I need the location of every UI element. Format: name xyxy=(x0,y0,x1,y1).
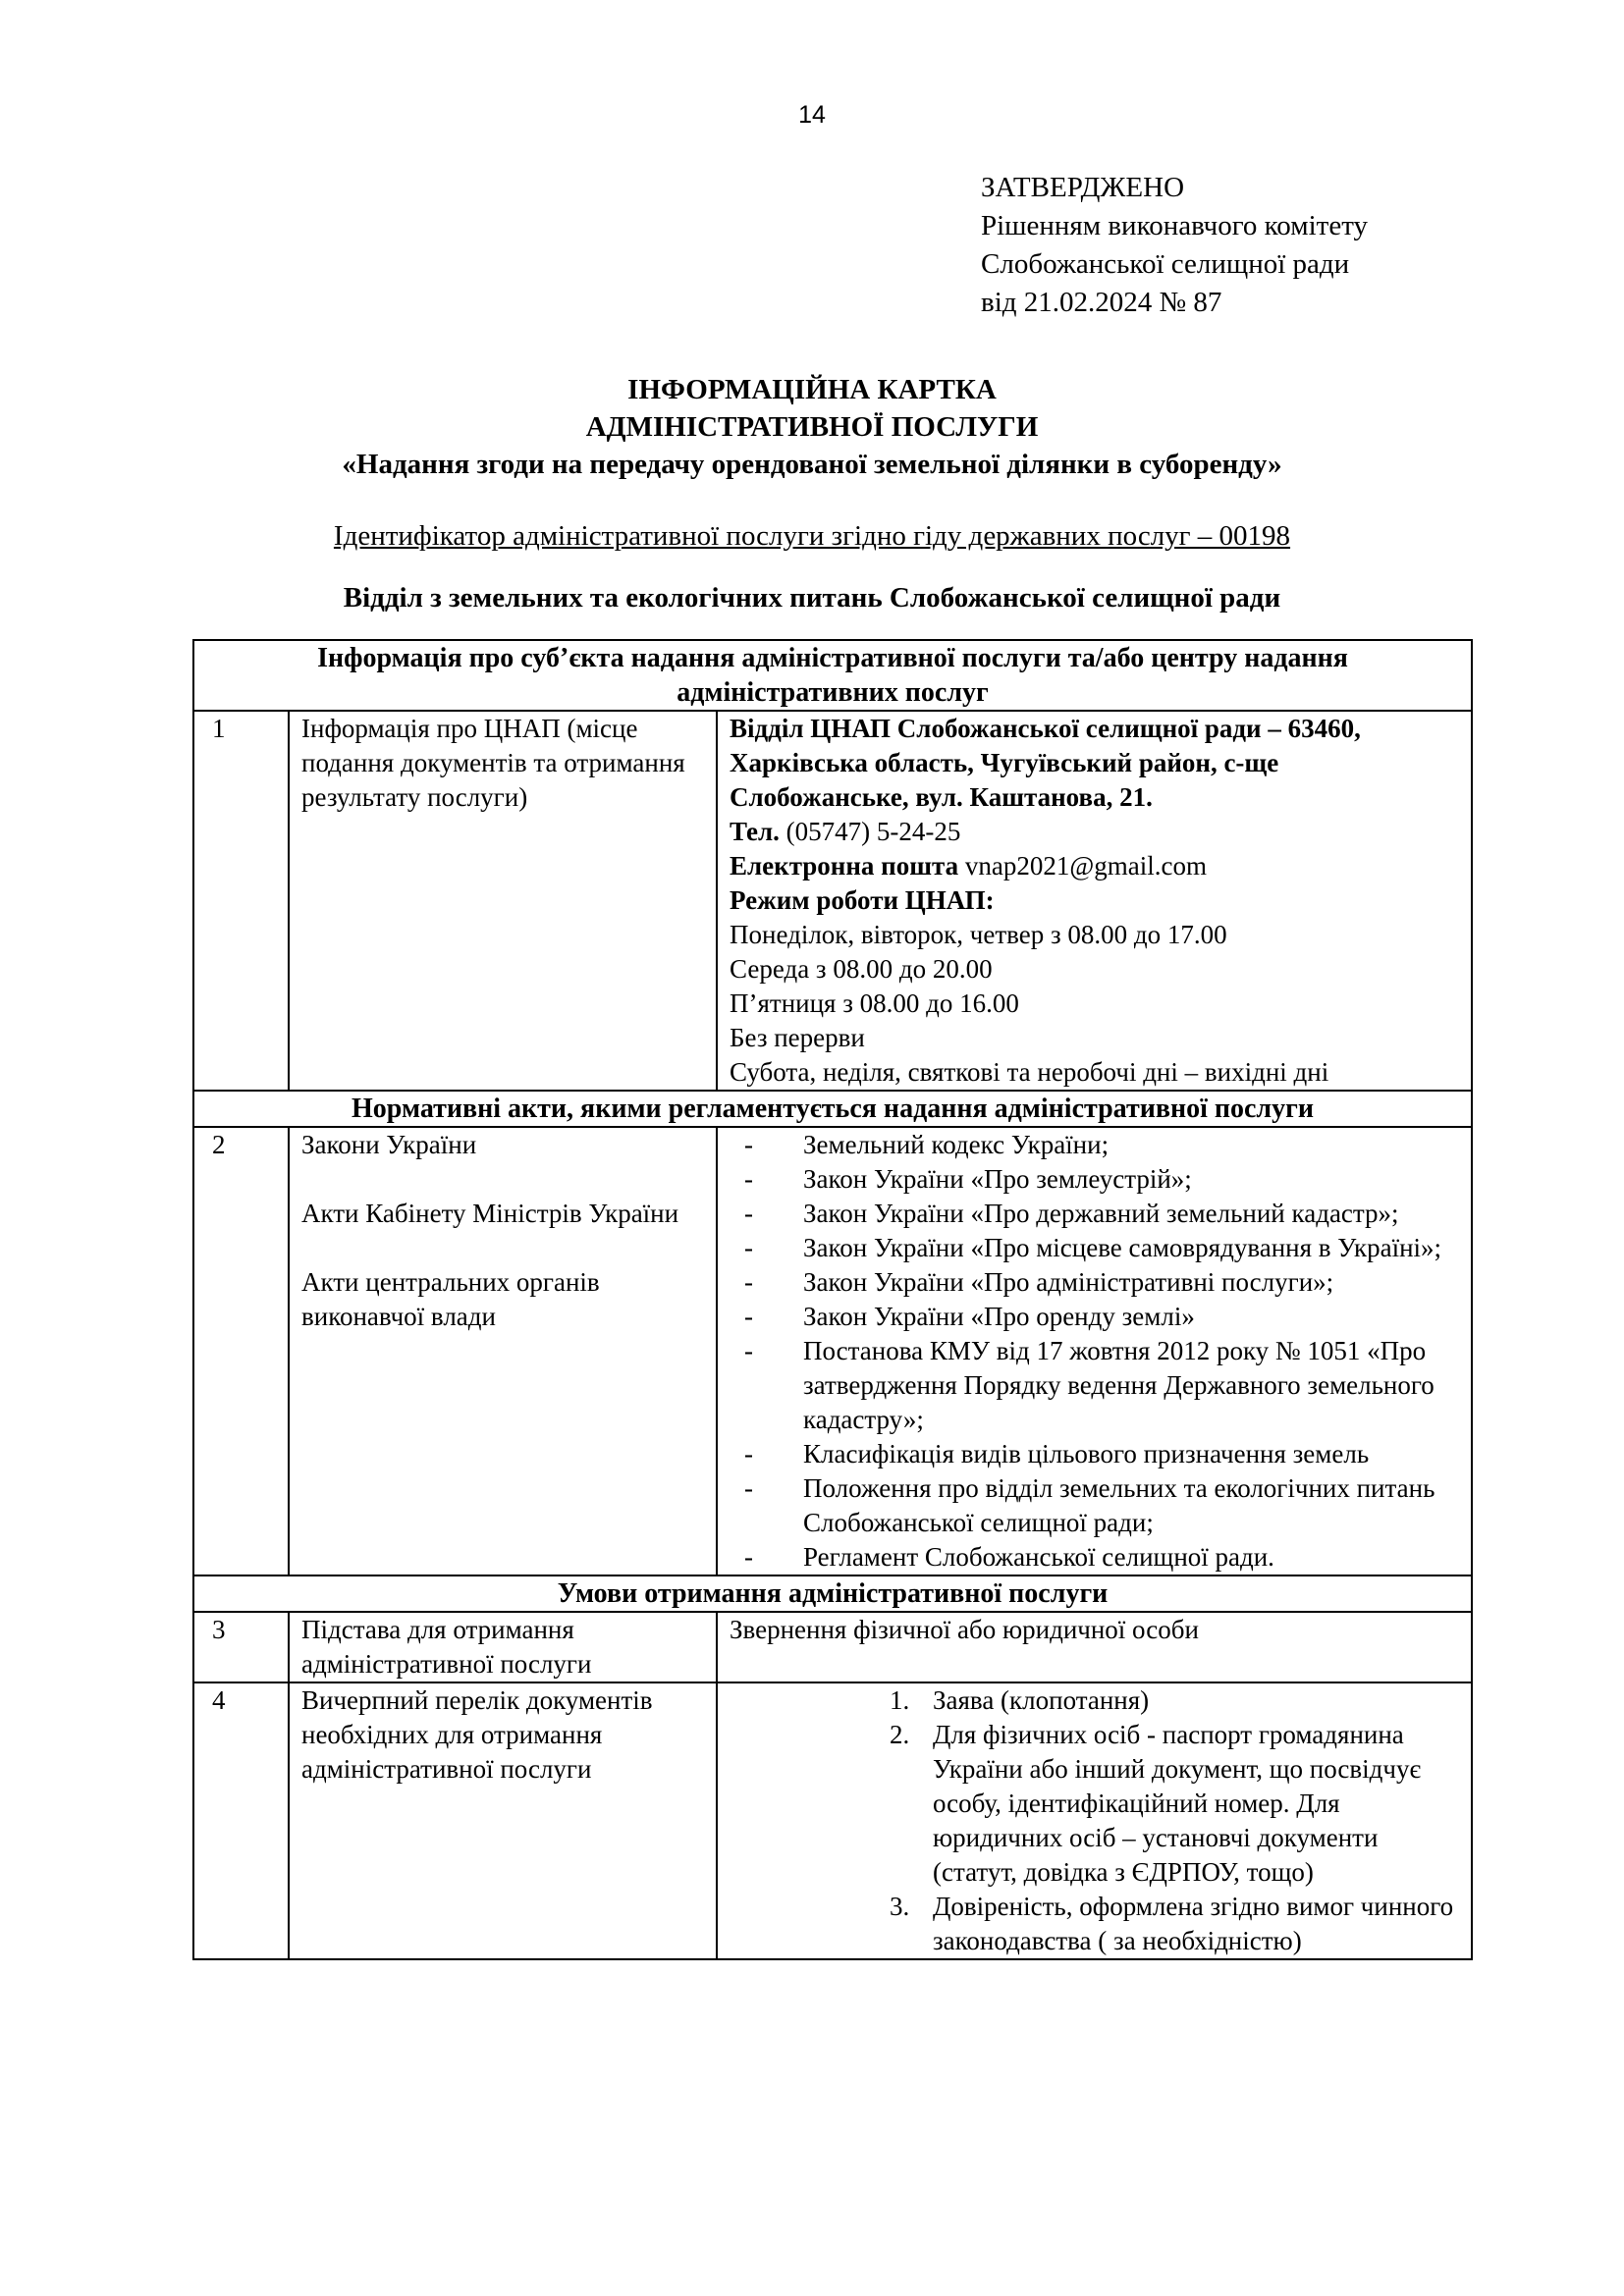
row-label: Вичерпний перелік документів необхідних для отримання адміністративної послуги xyxy=(289,1682,717,1959)
list-item xyxy=(730,1718,1459,1890)
page-number: 14 xyxy=(798,101,826,129)
row-number: 4 xyxy=(193,1682,289,1959)
list-item xyxy=(730,1683,1459,1718)
list-item: - Закон України «Про адміністративні послуги»; xyxy=(744,1265,1459,1300)
label-laws: Закони України xyxy=(301,1130,477,1159)
list-item-text: Заява (клопотання) xyxy=(933,1685,1150,1715)
row-label: Підстава для отримання адміністративної послуги xyxy=(289,1612,717,1682)
table-row xyxy=(193,1127,1472,1575)
list-item: - Положення про відділ земельних та екологічних питань Слобожанської селищної ради; xyxy=(744,1471,1459,1540)
normative-acts-cell xyxy=(717,1127,1472,1575)
approval-block xyxy=(981,169,1368,322)
cnap-address: Відділ ЦНАП Слобожанської селищної ради – 63460, Харківська область, Чугуївський район, с-ще Слобожанське, вул. Каштанова, 21. xyxy=(730,714,1361,812)
cnap-info-cell xyxy=(717,711,1472,1091)
list-item: - Постанова КМУ від 17 жовтня 2012 року № 1051 «Про затвердження Порядку ведення Державного земельного кадастру»; xyxy=(744,1334,1459,1437)
list-number: 2. xyxy=(890,1720,910,1749)
row-number: 1 xyxy=(193,711,289,1091)
list-item: - Регламент Слобожанської селищної ради. xyxy=(744,1540,1459,1575)
schedule-label: Режим роботи ЦНАП: xyxy=(730,885,995,915)
phone-label: Тел. xyxy=(730,817,780,846)
list-item: - Закон України «Про місцеве самоврядування в Україні»; xyxy=(744,1231,1459,1265)
schedule-line: П’ятниця з 08.00 до 16.00 xyxy=(730,988,1019,1018)
title-line: АДМІНІСТРАТИВНОЇ ПОСЛУГИ xyxy=(585,411,1039,443)
section-header-row xyxy=(193,1091,1472,1127)
section-header: Інформація про суб’єкта надання адміністративної послуги та/або центру надання адміністративних послуг xyxy=(193,640,1472,711)
section-header-row xyxy=(193,640,1472,711)
normative-acts-list xyxy=(730,1128,1459,1575)
table-row xyxy=(193,711,1472,1091)
list-item: - Класифікація видів цільового призначення земель xyxy=(744,1437,1459,1471)
row-label xyxy=(289,1127,717,1575)
title-line: ІНФОРМАЦІЙНА КАРТКА xyxy=(627,374,997,405)
email-label: Електронна пошта xyxy=(730,851,959,881)
service-name: «Надання згоди на передачу орендованої земельної ділянки в суборенду» xyxy=(342,449,1282,480)
documents-cell xyxy=(717,1682,1472,1959)
row-value: Звернення фізичної або юридичної особи xyxy=(717,1612,1472,1682)
service-identifier: Ідентифікатор адміністративної послуги згідно гіду державних послуг – 00198 xyxy=(333,520,1291,552)
label-cabinet-acts: Акти Кабінету Міністрів України xyxy=(301,1199,679,1228)
schedule-line: Без перерви xyxy=(730,1023,865,1052)
label-central-acts: Акти центральних органів виконавчої влади xyxy=(301,1267,600,1331)
list-item-text: Для фізичних осіб - паспорт громадянина України або інший документ, що посвідчує особу, ідентифікаційний номер. Для юридичних осіб – установчі документи (статут, довідка з ЄДРПОУ, тощо) xyxy=(933,1720,1422,1887)
list-item: - Закон України «Про землеустрій»; xyxy=(744,1162,1459,1197)
approval-line: Слобожанської селищної ради xyxy=(981,248,1350,280)
list-item xyxy=(730,1890,1459,1958)
phone-value: (05747) 5-24-25 xyxy=(779,817,961,846)
table-row xyxy=(193,1682,1472,1959)
list-item-text: Довіреність, оформлена згідно вимог чинного законодавства ( за необхідністю) xyxy=(933,1892,1454,1955)
row-number: 2 xyxy=(193,1127,289,1575)
list-number: 3. xyxy=(890,1892,910,1921)
section-header-row xyxy=(193,1575,1472,1612)
section-header: Умови отримання адміністративної послуги xyxy=(193,1575,1472,1612)
document-title xyxy=(0,371,1624,483)
row-label: Інформація про ЦНАП (місце подання документів та отримання результату послуги) xyxy=(289,711,717,1091)
schedule-line: Середа з 08.00 до 20.00 xyxy=(730,954,993,984)
info-card-table xyxy=(192,639,1473,1960)
table-row xyxy=(193,1612,1472,1682)
approval-line: Рішенням виконавчого комітету xyxy=(981,210,1368,241)
department-name: Відділ з земельних та екологічних питань Слобожанської селищної ради xyxy=(343,582,1281,614)
email-value: vnap2021@gmail.com xyxy=(958,851,1207,881)
list-item: - Закон України «Про оренду землі» xyxy=(744,1300,1459,1334)
approval-title: ЗАТВЕРДЖЕНО xyxy=(981,172,1185,203)
schedule-line: Субота, неділя, святкові та неробочі дні – вихідні дні xyxy=(730,1057,1329,1087)
schedule-line: Понеділок, вівторок, четвер з 08.00 до 17.00 xyxy=(730,920,1227,949)
list-item: - Закон України «Про державний земельний кадастр»; xyxy=(744,1197,1459,1231)
row-number: 3 xyxy=(193,1612,289,1682)
section-header: Нормативні акти, якими регламентується надання адміністративної послуги xyxy=(193,1091,1472,1127)
approval-date: від 21.02.2024 № 87 xyxy=(981,287,1222,318)
list-number: 1. xyxy=(890,1685,910,1715)
list-item: - Земельний кодекс України; xyxy=(744,1128,1459,1162)
documents-list xyxy=(730,1683,1459,1958)
